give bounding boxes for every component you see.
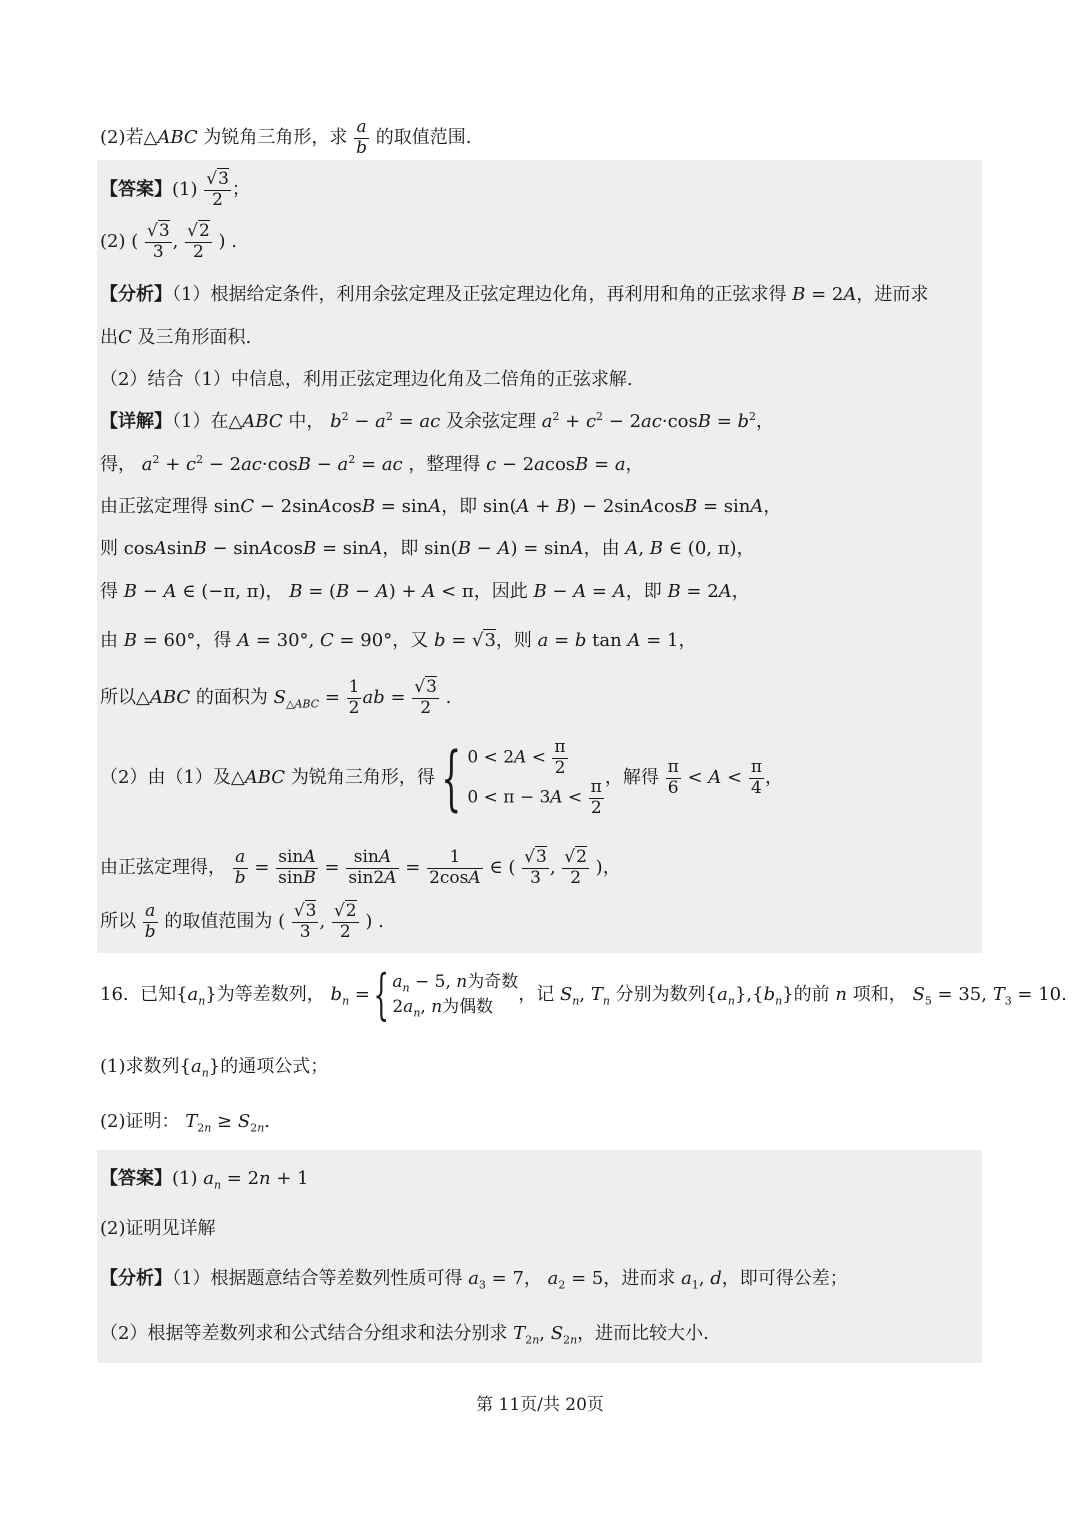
q15-analysis1b: 出C 及三角形面积. xyxy=(100,327,252,348)
q15-analysis1: 【分析】（1）根据给定条件，利用余弦定理及正弦定理边化角，再利用和角的正弦求得 B = 2A，进而求 xyxy=(100,284,929,305)
q15-detail9: 由正弦定理得， $\frac{a}{b}$ = $\frac{\sin A}{\sin B}$ = $\frac{\sin A}{\sin 2A}$ = $\frac{1}{2\cos A}$ ∈ ( $\frac{√3}{3}$ , $\frac{√2}{2}$ )， xyxy=(100,847,621,888)
q15-part2: (2)若△ABC 为锐角三角形，求 $\frac{a}{b}$ 的取值范围. xyxy=(100,117,472,158)
q15-detail4: 则 cosAsinB − sinAcosB = sinA，即 sin(B − A) = sinA，由 A, B ∈ (0, π)， xyxy=(100,538,755,559)
q15-analysis2: （2）结合（1）中信息，利用正弦定理边化角及二倍角的正弦求解. xyxy=(100,369,633,390)
q15-detail3: 由正弦定理得 sinC − 2sinAcosB = sinA，即 sin(A + B) − 2sinAcosB = sinA， xyxy=(100,496,782,517)
q15-detail6: 由 B = 60°，得 A = 30°, C = 90°，又 b = √3，则 a = b tan A = 1， xyxy=(100,630,697,651)
q16-stem: 16. 已知$\{a_n\}$为等差数列， $b_n$ ={ $a_n - 5$, n为奇数 $2a_n$, n为偶数，记 $S_n$, $T_n$ 分别为数列$\{a_n\},\{b_n\}$的前 n 项和， $S_5 = 35$, $T_3 = 10$. xyxy=(100,963,1067,1026)
q15-detail1: 【详解】（1）在△ABC 中， $b^2 - a^2$ = ac 及余弦定理 $a^2 + c^2 - 2ac\cdot\cos B = b^2$， xyxy=(100,410,775,432)
q16-answer2: (2)证明见详解 xyxy=(100,1218,216,1239)
page-footer: 第 11页/共 20页 xyxy=(476,1395,604,1415)
q15-answer2: (2) ( $\frac{√3}{3}$ , $\frac{√2}{2}$ ) . xyxy=(100,221,237,262)
q16-analysis2: （2）根据等差数列求和公式结合分组求和法分别求 $T_{2n}$, $S_{2n}$，进而比较大小. xyxy=(100,1323,709,1347)
q15-detail2: 得， $a^2 + c^2 - 2ac\cdot\cos B - a^2$ = ac ，整理得 c − 2acosB = a， xyxy=(100,453,644,475)
q15-detail8: （2）由（1）及△ABC 为锐角三角形，得{ 0 < 2A < $\frac{\pi}{2}$ 0 < π − 3A < $\frac{\pi}{2}$ ，解得 $\frac{\pi}{6}$ < A < $\frac{\pi}{4}$ ， xyxy=(100,737,783,820)
q15-detail7: 所以△ABC 的面积为 $S_{\triangle ABC}$ = $\frac{1}{2}$ ab = $\frac{√3}{2}$ . xyxy=(100,677,452,718)
q16-analysis1: 【分析】（1）根据题意结合等差数列性质可得 $a_3 = 7$， $a_2 = 5$，进而求 $a_1$, d，即可得公差； xyxy=(100,1268,848,1292)
q16-answer1: 【答案】(1) $a_n = 2n + 1$ xyxy=(100,1168,309,1192)
q16-part2: (2)证明： $T_{2n} \ge S_{2n}$. xyxy=(100,1111,271,1135)
q15-detail10: 所以 $\frac{a}{b}$ 的取值范围为 ( $\frac{√3}{3}$ , $\frac{√2}{2}$ ) . xyxy=(100,901,384,942)
q15-detail5: 得 B − A ∈ (−π, π)， B = (B − A) + A < π，因此 B − A = A，即 B = 2A， xyxy=(100,581,750,602)
q15-answer1: 【答案】(1) $\frac{√3}{2}$ ； xyxy=(100,169,250,210)
q16-part1: (1)求数列$\{a_n\}$的通项公式； xyxy=(100,1056,329,1080)
